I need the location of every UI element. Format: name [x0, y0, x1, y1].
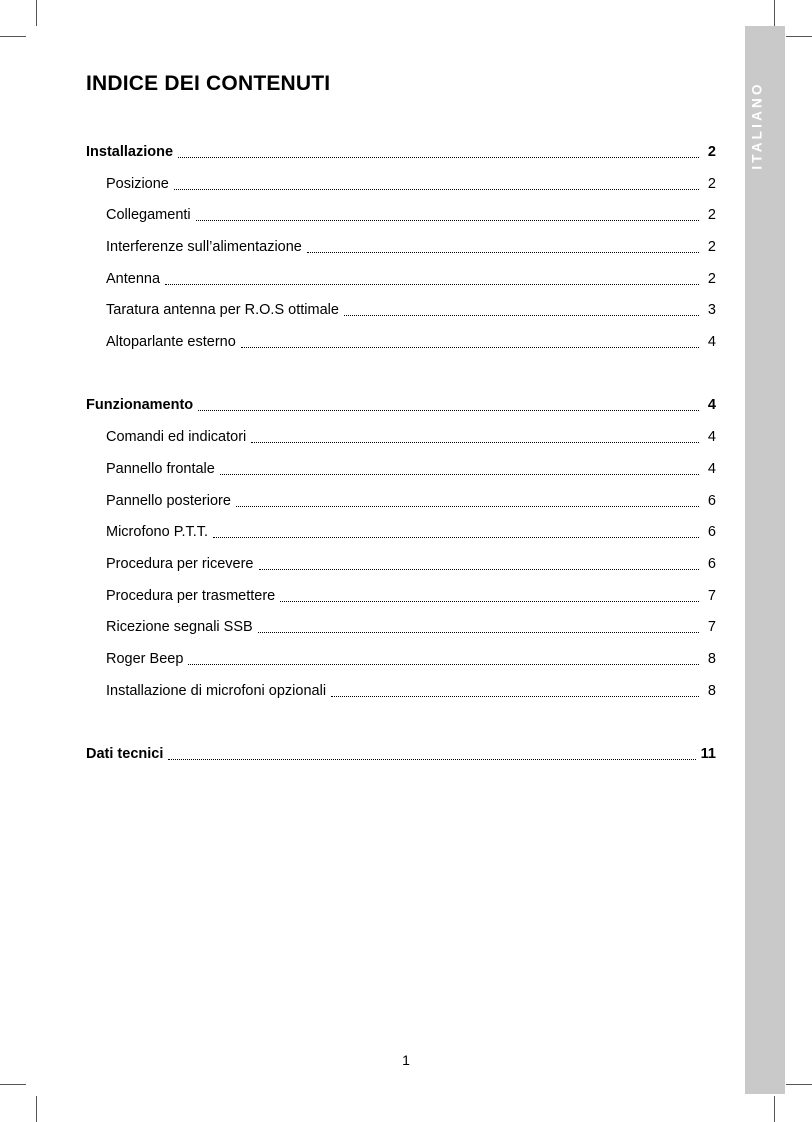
toc-item[interactable]: Comandi ed indicatori 4	[106, 429, 716, 445]
dot-leader	[168, 759, 695, 760]
dot-leader	[236, 506, 699, 507]
toc-item[interactable]: Roger Beep 8	[106, 651, 716, 667]
toc-section-funzionamento[interactable]: Funzionamento 4	[86, 397, 716, 413]
toc-item[interactable]: Posizione 2	[106, 176, 716, 192]
toc-item[interactable]: Antenna 2	[106, 271, 716, 287]
toc-item[interactable]: Collegamenti 2	[106, 207, 716, 223]
dot-leader	[251, 442, 699, 443]
toc-item[interactable]: Pannello frontale 4	[106, 461, 716, 477]
dot-leader	[344, 315, 699, 316]
toc-section-installazione[interactable]: Installazione 2	[86, 144, 716, 160]
dot-leader	[258, 632, 699, 633]
crop-mark	[36, 0, 37, 26]
toc-item[interactable]: Ricezione segnali SSB 7	[106, 619, 716, 635]
dot-leader	[331, 696, 699, 697]
toc-item[interactable]: Pannello posteriore 6	[106, 493, 716, 509]
toc-item[interactable]: Altoparlante esterno 4	[106, 334, 716, 350]
dot-leader	[220, 474, 699, 475]
dot-leader	[259, 569, 700, 570]
dot-leader	[165, 284, 699, 285]
crop-mark	[36, 1096, 37, 1122]
crop-mark	[0, 1084, 26, 1085]
dot-leader	[280, 601, 699, 602]
crop-mark	[774, 0, 775, 26]
toc-item[interactable]: Microfono P.T.T. 6	[106, 524, 716, 540]
toc-item[interactable]: Interferenze sull’alimentazione 2	[106, 239, 716, 255]
dot-leader	[307, 252, 699, 253]
toc-section-dati-tecnici[interactable]: Dati tecnici 11	[86, 746, 716, 762]
toc-item[interactable]: Procedura per ricevere 6	[106, 556, 716, 572]
language-label: ITALIANO	[749, 80, 765, 170]
language-side-tab	[745, 26, 785, 1094]
dot-leader	[241, 347, 699, 348]
dot-leader	[213, 537, 699, 538]
dot-leader	[196, 220, 699, 221]
toc-item[interactable]: Procedura per trasmettere 7	[106, 588, 716, 604]
toc-item[interactable]: Installazione di microfoni opzionali 8	[106, 683, 716, 699]
dot-leader	[178, 157, 699, 158]
crop-mark	[786, 36, 812, 37]
dot-leader	[174, 189, 699, 190]
page-title: INDICE DEI CONTENUTI	[86, 72, 331, 95]
dot-leader	[198, 410, 699, 411]
crop-mark	[774, 1096, 775, 1122]
toc-item[interactable]: Taratura antenna per R.O.S ottimale 3	[106, 302, 716, 318]
crop-mark	[0, 36, 26, 37]
dot-leader	[188, 664, 699, 665]
crop-mark	[786, 1084, 812, 1085]
page-number: 1	[402, 1052, 410, 1068]
